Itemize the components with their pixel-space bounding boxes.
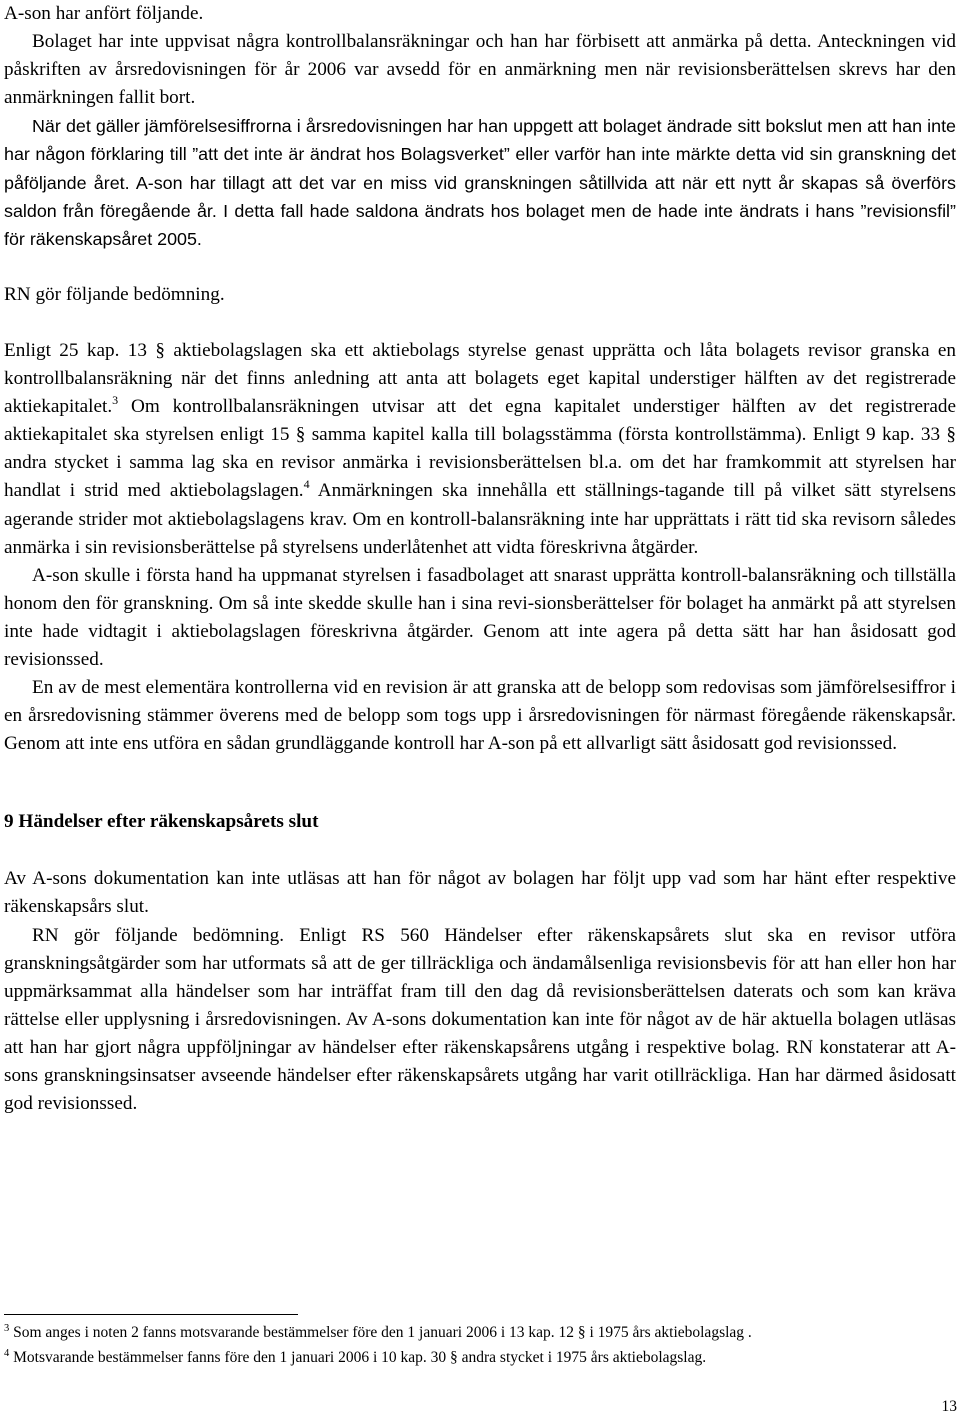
spacer [4,253,956,281]
paragraph-kontrollbalans: Bolaget har inte uppvisat några kontrollbalansräkningar och han har förbisett att anmärka på detta. Anteckningen vid påskriften av årsredovisningen för år 2006 var avsedd för en anmärkning men när revisionsberättelsen skrevs har den anmärkningen fallit bort. [4,31,956,109]
footnote-number: 4 [4,1347,10,1359]
paragraph-aatgard: A-son skulle i första hand ha uppmanat styrelsen i fasadbolaget att snarast upprätta kontroll-balansräkning och tillställa honom den för granskning. Om så inte skedde skulle han i sina revi-sionsberättelser för bolaget ha anmärkt på att styrelsen inte hade vidtagit i aktiebolagslagen föreskrivna åtgärder. Genom att inte agera på detta sätt har han åsidosatt god revisionssed. [4,564,956,670]
paragraph-intro: A-son har anfört följande. [4,3,204,24]
paragraph-kontroll: En av de mest elementära kontrollerna vid en revision är att granska att de belopp som redovisas som jämförelsesiffror i en årsredovisning stämmer överens med de belopp som togs upp i årsredovisningen för närmast föregående räkenskapsår. Genom att inte ens utföra en sådan grundläggande kontroll har A-son på ett allvarligt sätt åsidosatt god revisionssed. [4,677,956,755]
footnote-text: Som anges i noten 2 fanns motsvarande bestämmelser före den 1 januari 2006 i 13 kap. 12 § i 1975 års aktiebolagslag . [9,1324,752,1341]
page-number: 13 [941,1398,957,1415]
spacer [4,836,956,865]
section-heading: 9 Händelser efter räkenskapsårets slut [4,811,319,833]
footnote-text: Motsvarande bestämmelser fanns före den 1 januari 2006 i 10 kap. 30 § andra stycket i 1975 års aktiebolagslag. [9,1348,707,1366]
spacer [4,758,956,786]
paragraph-rn-bedomning: RN gör följande bedömning. [4,283,225,305]
footnote-3 [4,1323,956,1344]
footnote-number: 3 [4,1323,10,1334]
document-page [4,0,956,1118]
section-paragraph-1: Av A-sons dokumentation kan inte utläsas att han för något av bolagen har följt upp vad som har hänt efter respektive räkenskapsårs slut. [4,868,956,918]
paragraph-lagtext-part2: Om kontrollbalansräkningen utvisar att det egna kapitalet understiger hälften av det registrerade aktiekapitalet ska styrelsen enligt 15 § samma kapitel kalla till bolagsstämma (första kontrollstämma). Enligt 9 kap. 33 § andra stycket i samma lag ska en revisor anmärka i revisionsberättelsen bl.a. om det har framkommit att styrelsen har handlat i strid med aktiebolagslagen. [4,396,956,502]
footnote-ref-3: 3 [112,393,119,408]
paragraph-jamforelsesiffror: När det gäller jämförelsesiffrorna i årsredovisningen har han uppgett att bolaget ändrade sitt bokslut men att han inte har någon förklaring till ”att det inte är ändrat hos Bolagsverket” eller varför han inte märkte detta vid sin granskning det påföljande året. A-son har tillagt att det var en miss vid granskningen såtillvida att när ett nytt år skapas så överförs saldon från föregående år. I detta fall hade saldona ändrats hos bolaget men de hade inte ändrats i hans ”revisionsfil” för räkenskapsåret 2005. [4,116,956,249]
spacer [4,786,956,808]
footnote-separator [4,1314,298,1315]
paragraph-lagtext-part3: Anmärkningen ska innehålla ett ställnings-tagande till på vilket sätt styrelsens agerande strider mot aktiebolagslagens krav. Om en kontroll-balansräkning inte har upprättats i rätt tid ska revisorn således anmärka i sin revisionsberättelse på styrelsens underlåtenhet att vidta föreskrivna åtgärder. [4,480,957,558]
section-paragraph-2: RN gör följande bedömning. Enligt RS 560 Händelser efter räkenskapsårets slut ska en revisor utföra granskningsåtgärder som har utformats så att de ger tillräckliga och ändamålsenliga revisionsbevis för att han eller hon har uppmärksammat alla händelser som har inträffat fram till den dag då revisionsberättelsen daterats och som kan kräva rättelse eller upplysning i årsredovisningen. Av A-sons dokumentation kan inte för något av de här aktuella bolagen utläsas att han har gjort några uppföljningar av händelser efter räkenskapsårens utgång i respektive bolag. RN konstaterar att A-sons granskningsinsatser avseende händelser efter räkenskapsårets utgång har varit otillräckliga. Han har därmed åsidosatt god revisionssed. [4,924,956,1115]
footnotes [4,1323,956,1372]
spacer [4,309,956,337]
paragraph-lagtext-part1: Enligt 25 kap. 13 § aktiebolagslagen ska ett aktiebolags styrelse genast upprätta och låta bolagets revisor granska en kontrollbalansräkning när det finns anledning att anta att bolagets eget kapital understiger hälften av det registrerade aktiekapitalet. [4,339,956,418]
footnote-ref-4: 4 [303,477,310,492]
footnote-4 [4,1348,956,1369]
paragraph-lagtext [4,337,956,562]
